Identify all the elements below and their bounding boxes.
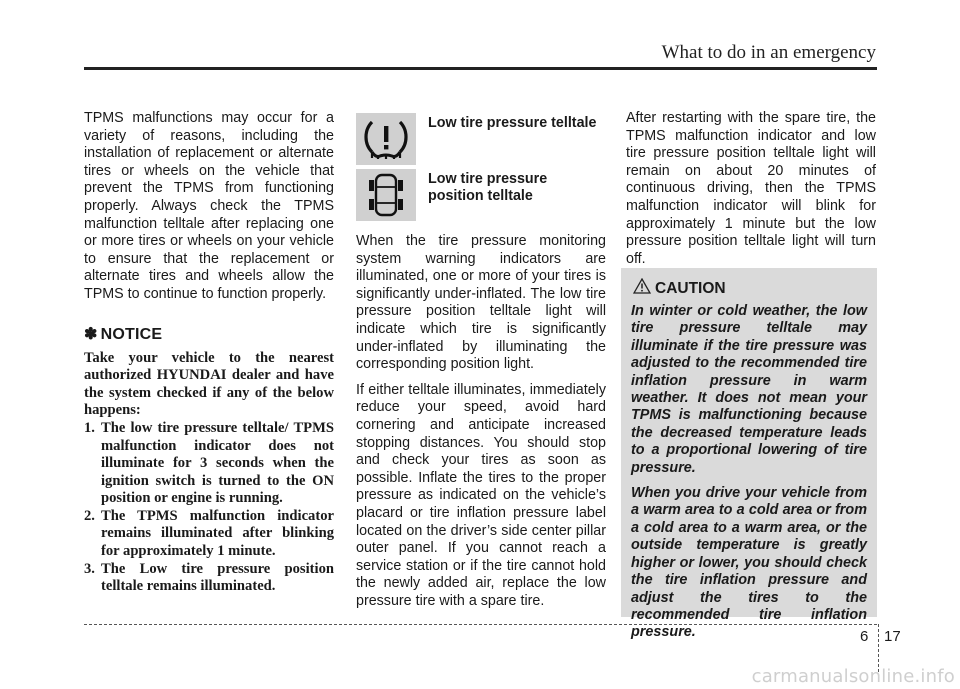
watermark: carmanualsonline.info (751, 666, 955, 687)
telltale-label: Low tire pressure telltale (428, 115, 597, 131)
column-3 (626, 110, 876, 268)
notice-intro: Take your vehicle to the nearest authorized HYUNDAI dealer and have the system checked if any of the below happens: (84, 349, 334, 419)
notice-item (84, 561, 334, 596)
chapter-number: 6 (860, 628, 869, 645)
notice-title: NOTICE (100, 325, 163, 343)
notice-item-text: The TPMS malfunction indicator remains illuminated after blinking for approximately 1 minute. (101, 507, 334, 560)
spare-tire-paragraph: After restarting with the spare tire, the TPMS malfunction indicator and low tire pressure position telltale light will remain on about 20 minutes of continuous driving, then the TPMS malfunction indicator will blink for approximately 1 minute but the low pressure position telltale light will turn off. (626, 110, 876, 267)
notice-item-text: The Low tire pressure position telltale remains illuminated. (101, 560, 334, 595)
notice-item-number: 1. (84, 419, 95, 436)
telltale-label: Low tire pressure position telltale (428, 171, 548, 204)
caution-box (621, 268, 877, 641)
telltale-low-pressure (356, 113, 606, 173)
notice-item-text: The low tire pressure telltale/ TPMS malfunction indicator does not illuminate for 3 seconds when the ignition switch is turned to the ON position or engine is running. (101, 419, 334, 507)
notice-body (84, 350, 334, 596)
page-number: 17 (884, 628, 901, 645)
column-2 (356, 113, 606, 610)
column-1 (84, 110, 334, 596)
footer-rule (84, 624, 877, 625)
notice-item (84, 508, 334, 561)
intro-paragraph: TPMS malfunctions may occur for a variety of reasons, including the installation of replacement or alternate tires or wheels on the vehicle that prevent the TPMS from functioning properly. Always check the TPMS malfunction telltale after replacing one or more tires or wheels on your vehicle to ensure that the replacement or alternate tires and wheels allow the TPMS to continue to function properly. (84, 110, 334, 302)
header-rule (84, 67, 877, 70)
notice-star-icon: ✽ (84, 325, 98, 343)
telltale-action: If either telltale illuminates, immediately reduce your speed, avoid hard cornering and anticipate increased stopping distances. You should stop and check your tires as soon as possible. Inflate the tires to the proper pressure as indicated on the vehicle’s placard or tire inflation pressure label located on the driver’s side center pillar outer panel. If you cannot reach a service station or if the tire cannot hold the newly added air, replace the low pressure tire with a spare tire. (356, 381, 606, 609)
warning-triangle-icon (633, 278, 651, 299)
caution-paragraph: In winter or cold weather, the low tire pressure telltale may illuminate if the tire pressure was adjusted to the recommended tire inflation pressure in warm weather. It does not mean your TPMS is malfunctioning because the decreased temperature leads to a proportional lowering of tire pressure. (631, 303, 867, 476)
caution-paragraph: When you drive your vehicle from a warm area to a cold area or from a cold area to a warm area, or the outside temperature is greatly higher or lower, you should check the tire inflation pressure and adjust the tires to the recommended tire inflation pressure. (631, 485, 867, 641)
notice-item-number: 3. (84, 560, 95, 577)
notice-item-number: 2. (84, 507, 95, 524)
telltale-position (356, 169, 606, 229)
notice-heading (84, 324, 334, 344)
section-title: What to do in an emergency (661, 42, 876, 63)
notice-item (84, 420, 334, 508)
caution-title: CAUTION (655, 279, 726, 297)
telltale-explanation: When the tire pressure monitoring system warning indicators are illuminated, one or more of your tires is significantly under-inflated. The low tire pressure position telltale light will indicate which tire is significantly under-inflated by illuminating the corresponding position light. (356, 233, 606, 373)
caution-heading (631, 278, 867, 299)
tire-position-icon (356, 169, 416, 221)
low-tire-pressure-icon (356, 113, 416, 165)
page-number-separator (878, 624, 879, 672)
